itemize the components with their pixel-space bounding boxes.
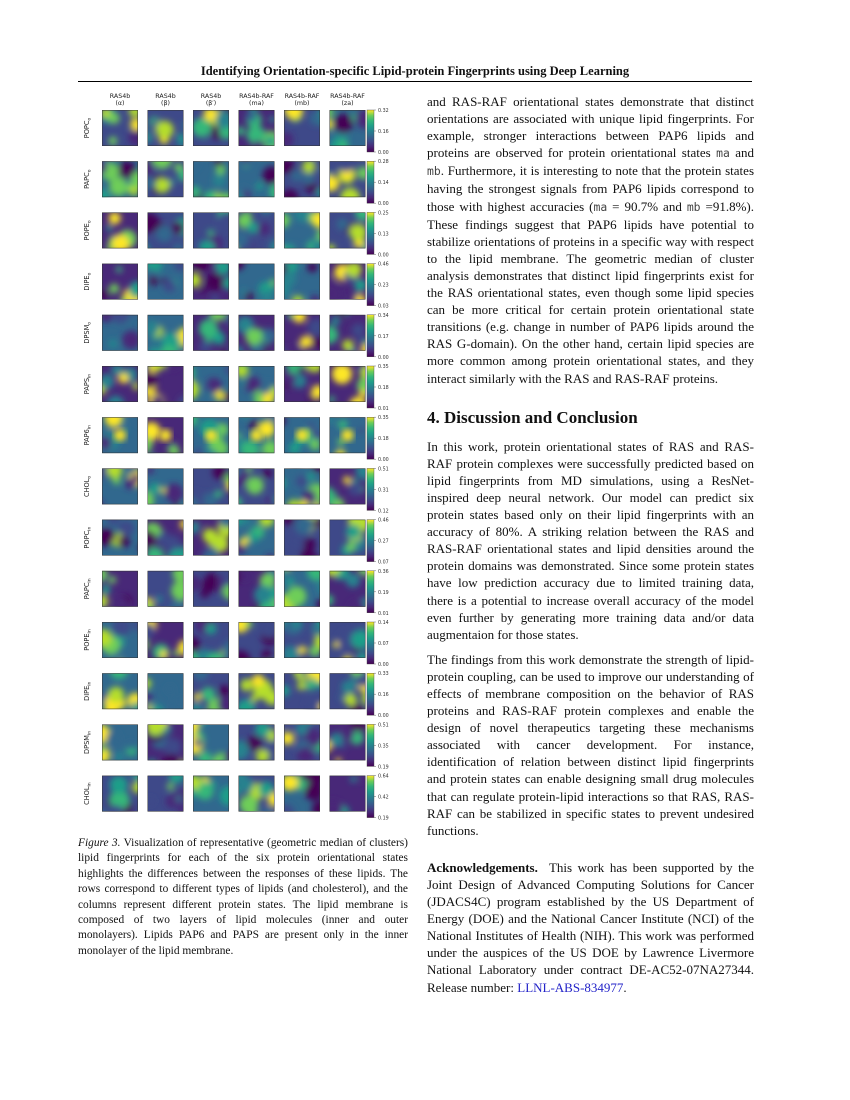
heatmap-row-pap6-in: [83, 409, 389, 464]
row-label: $PAP6_{in}$: [83, 424, 93, 446]
heatmap-cell: [192, 105, 235, 153]
row-label: $CHOL_{in}$: [83, 782, 93, 805]
heatmap-cell: [92, 513, 145, 556]
heatmap-cell: [98, 410, 147, 454]
colorbar-tick-label: 0.00: [378, 458, 389, 464]
heatmap-cell: [144, 315, 195, 363]
colorbar-tick-label: 0.00: [378, 663, 389, 668]
colorbar-tick-label: 0.19: [378, 765, 389, 771]
row-label: $PAPS_{in}$: [83, 373, 93, 395]
row-label: $POPC_{in}$: [83, 526, 93, 549]
heatmap-cell: [142, 110, 188, 147]
colorbar-tick-label: 0.00: [378, 202, 389, 208]
row-label: $POPE_o$: [83, 220, 93, 241]
heatmap-cell: [137, 149, 191, 197]
colorbar-tick-label: 0.00: [378, 253, 389, 259]
colorbar-tick-label: 0.12: [378, 509, 389, 515]
heatmap-cell: [98, 766, 147, 821]
colorbar-tick-label: 0.00: [378, 151, 389, 156]
column-sublabel-0: (α): [115, 100, 125, 107]
heatmap-cell: [326, 206, 374, 254]
row-label: $PAPC_o$: [83, 169, 93, 189]
colorbar-tick-label: 0.19: [378, 816, 389, 822]
section-heading: 4. Discussion and Conclusion: [427, 407, 638, 427]
column-label-2: RAS4b: [200, 93, 222, 100]
colorbar-tick-label: 0.31: [378, 488, 389, 494]
heatmap-cell: [320, 304, 373, 357]
colorbar-tick-label: 0.18: [378, 437, 389, 443]
colorbar-tick-label: 0.32: [378, 109, 389, 114]
heatmap-cell: [189, 665, 236, 717]
heatmap-cell: [147, 768, 195, 815]
heatmap-cell: [97, 304, 141, 351]
colorbar-tick-label: 0.16: [378, 693, 389, 699]
column-sublabel-4: (mb): [294, 100, 310, 107]
heatmap-cell: [227, 508, 275, 564]
heatmap-cell: [146, 714, 186, 771]
colorbar: [367, 108, 389, 156]
colorbar-tick-label: 0.14: [378, 621, 389, 626]
heatmap-grid: [83, 101, 389, 822]
colorbar-tick-label: 0.34: [378, 313, 389, 319]
heatmap-cell: [235, 361, 280, 408]
heatmap-cell: [275, 459, 326, 514]
row-label: $DIPE_o$: [83, 272, 93, 291]
colorbar: [367, 466, 389, 514]
heatmap-cell: [277, 715, 327, 764]
colorbar-tick-label: 0.64: [378, 774, 389, 780]
colorbar-tick-label: 0.35: [378, 744, 389, 750]
heatmap-cell: [185, 571, 239, 607]
heatmap-cell: [193, 306, 239, 360]
column-label-3: RAS4b-RAF: [239, 93, 274, 100]
column-sublabel-1: (β): [161, 100, 170, 107]
heatmap-cell: [327, 414, 370, 460]
colorbar-tick-label: 0.46: [378, 262, 389, 268]
colorbar: [367, 569, 389, 617]
colorbar-tick-label: 0.27: [378, 539, 389, 545]
heatmap-cell: [94, 158, 150, 206]
heatmap-cell: [138, 417, 184, 461]
heatmap-cell: [330, 512, 372, 556]
heatmap-cell: [179, 152, 233, 209]
heatmap-row-pope-o: [83, 204, 389, 260]
colorbar-tick-label: 0.35: [378, 365, 389, 370]
colorbar-tick-label: 0.42: [378, 795, 389, 801]
heatmap-cell: [230, 769, 282, 821]
heatmap-cell: [320, 105, 374, 156]
colorbar-tick-label: 0.03: [378, 304, 389, 310]
colorbar-tick-label: 0.17: [378, 334, 389, 340]
heatmap-cell: [134, 466, 189, 510]
heatmap-cell: [230, 722, 287, 768]
column-label-4: RAS4b-RAF: [284, 93, 320, 100]
heatmap-cell: [187, 252, 237, 303]
heatmap-cell: [181, 715, 241, 773]
heatmap-row-paps-in: [83, 355, 389, 413]
colorbar: [367, 620, 389, 668]
heatmap-cell: [275, 309, 326, 357]
row-label: $PAPC_{in}$: [83, 578, 93, 600]
colorbar-tick-label: 0.19: [378, 590, 389, 596]
paragraph-conclusion-2: The findings from this work demonstrate the strength of lipid-protein coupling, can be used to improve our understanding of effects of membrane composition on the behavior of RAS proteins and RAS-RAF protein complexes and enable the design of novel therapeutics targeting these mechanisms associated with cancer development. For instance, identification of relation between distinct lipid fingerprints and protein states can enable designing small drug molecules that can regulate protein-lipid interactions so that RAS, RAS-RAF can be stabilized in specific states to prevent undesired functions.: [427, 651, 754, 838]
heatmap-row-popc-in: [83, 508, 389, 568]
heatmap-cell: [318, 154, 371, 207]
heatmap-cell: [225, 204, 286, 258]
colorbar-tick-label: 0.00: [378, 714, 389, 720]
heatmap-cell: [272, 260, 320, 307]
colorbar-tick-label: 0.36: [378, 569, 389, 575]
colorbar-tick-label: 0.35: [378, 416, 389, 422]
right-column: [427, 93, 754, 996]
heatmap-cell: [279, 662, 328, 717]
heatmap-cell: [276, 416, 328, 454]
heatmap-cell: [317, 461, 374, 512]
heatmap-row-popc-o: [83, 101, 389, 157]
heatmap-cell: [143, 256, 188, 300]
heatmap-cell: [92, 566, 138, 610]
heatmap-cell: [141, 673, 185, 719]
heatmap-cell: [232, 315, 280, 360]
paragraph-conclusion-1: In this work, protein orientational states of RAS and RAS-RAF protein complexes were successfully predicted based on lipid fingerprints from MD simulations, using a ResNet-inspired deep neural network. Our model can predict six protein states based only on their lipid fingerprints with an accuracy of 80%. A striking relation between the RAS and RAS-RAF orientational states and lipid densities around the protein domains was demonstrated. Since some protein states have low prediction accuracy due to limited training data, there is a potential to increase overall accuracy of the model even further by generating more training data and/or data augmentaion for those states.: [427, 438, 754, 642]
row-label: $POPE_{in}$: [83, 629, 93, 651]
heatmap-cell: [278, 355, 325, 403]
heatmap-cell: [320, 715, 367, 764]
colorbar-tick-label: 0.07: [378, 560, 389, 566]
heatmap-cell: [282, 512, 323, 563]
heatmap-cell: [99, 264, 146, 307]
paragraph-results: and RAS-RAF orientational states demonstrate that distinct orientations are associated with unique lipid fingerprints. For example, stronger interactions between PAP6 lipids and proteins are observed for protein orientational states ma and mb. Furthermore, it is interesting to note that the protein states having the strongest signals from PAP6 lipids correspond to those with highest accuracies (ma = 90.7% and mb =91.8%). These findings suggest that PAP6 lipids have potential to stabilize orientations of proteins in a specific way with respect to the lipid membrane. The geometric median of cluster analysis demonstrates that distinct lipid fingerprints exist for the RAS orientational states, even though some lipid species can be more critical for certain protein orientational state transitions (e.g. change in number of PAP6 lipids around the RAS G-domain). On the other hand, certain lipid species are more common among protein orientational states, and they interact similarly with the RAS and RAS-RAF proteins.: [427, 94, 755, 386]
colorbar: [367, 159, 389, 207]
running-header: Identifying Orientation-specific Lipid-protein Fingerprints using Deep Learning: [200, 64, 630, 78]
colorbar: [367, 210, 389, 258]
heatmap-cell: [182, 411, 229, 459]
colorbar: [367, 313, 389, 361]
colorbar-tick-label: 0.25: [378, 211, 389, 217]
colorbar-tick-label: 0.07: [378, 642, 389, 647]
heatmap-cell: [231, 157, 286, 204]
heatmap-cell: [227, 409, 279, 462]
heatmap-cell: [237, 673, 280, 718]
heatmap-cell: [94, 364, 140, 413]
heatmap-cell: [276, 207, 329, 259]
heatmap-row-dpsm-o: [83, 304, 389, 363]
heatmap-cell: [101, 661, 143, 718]
colorbar-tick-label: 0.16: [378, 130, 389, 135]
heatmap-cell: [180, 365, 235, 402]
heatmap-cell: [136, 566, 191, 619]
heatmap-cell: [184, 775, 239, 812]
heatmap-cell: [231, 614, 280, 671]
heatmap-cell: [228, 463, 281, 508]
colorbar-tick-label: 0.13: [378, 232, 389, 238]
heatmap-cell: [140, 616, 193, 660]
heatmap-row-pope-in: [83, 614, 389, 671]
heatmap-cell: [230, 256, 276, 303]
caption-text: Visualization of representative (geometric median of clusters) lipid fingerprints for each of the six protein orientational states highlights the differences between the responses of these lipids. The rows correspond to different types of lipids (and cholesterol), and the columns represent different protein states. The lipid membrane is composed of two layers of lipid molecules (inner and outer monolayers). Lipids PAP6 and PAPS are present only in the inner monolayer of the lipid membrane.: [78, 837, 408, 957]
heatmap-cell: [102, 212, 138, 252]
heatmap-cell: [193, 206, 236, 255]
acknowledgements: Acknowledgements. This work has been supported by the Joint Design of Advanced Computing Solutions for Cancer (JDACS4C) program established by the US Department of Energy (DOE) and the National Cancer Institute (NCI) of the National Institutes of Health (NIH). This work was performed under the auspices of the US DOE by Lawrence Livermore National Laboratory under contract DE-AC52-07NA27344. Release number: LLNL-ABS-834977.: [427, 859, 754, 995]
heatmap-cell: [100, 105, 150, 146]
colorbar-tick-label: 0.00: [378, 355, 389, 361]
colorbar: [367, 415, 389, 463]
heatmap-row-chol-o: [83, 459, 389, 514]
heatmap-cell: [278, 153, 326, 206]
colorbar-tick-label: 0.23: [378, 283, 389, 289]
colorbar: [367, 262, 389, 310]
row-label: $DPSM_{in}$: [83, 730, 93, 754]
heatmap-row-dipe-o: [83, 252, 389, 310]
lipid-fingerprint-figure: [78, 90, 398, 830]
heatmap-cell: [277, 764, 329, 822]
colorbar-tick-label: 0.18: [378, 386, 389, 391]
column-labels: [110, 93, 365, 107]
heatmap-cell: [184, 614, 241, 669]
heatmap-cell: [330, 615, 373, 666]
colorbar-tick-label: 0.01: [378, 407, 389, 412]
heatmap-cell: [138, 519, 193, 567]
heatmap-cell: [277, 101, 331, 148]
row-label: $DPSM_o$: [83, 321, 93, 344]
colorbar: [367, 774, 389, 822]
heatmap-cell: [138, 356, 194, 412]
header-rule: [78, 81, 752, 82]
heatmap-cell: [322, 769, 370, 820]
heatmap-cell: [182, 465, 240, 514]
colorbar: [367, 518, 389, 566]
row-label: $POPC_o$: [83, 117, 93, 139]
colorbar-tick-label: 0.51: [378, 723, 389, 729]
column-label-5: RAS4b-RAF: [330, 93, 365, 100]
heatmap-cell: [277, 615, 332, 663]
heatmap-cell: [275, 562, 331, 613]
colorbar: [367, 671, 389, 719]
colorbar: [367, 364, 389, 412]
colorbar-tick-label: 0.14: [378, 181, 389, 187]
colorbar-tick-label: 0.33: [378, 672, 389, 678]
heatmap-row-papc-in: [83, 559, 389, 619]
heatmap-row-papc-o: [83, 149, 389, 209]
column-sublabel-2: (β′): [205, 100, 217, 107]
column-label-0: RAS4b: [109, 93, 131, 100]
column-label-1: RAS4b: [155, 93, 176, 100]
colorbar-tick-label: 0.01: [378, 611, 389, 617]
row-label: $CHOL_o$: [83, 475, 93, 498]
colorbar-tick-label: 0.28: [378, 160, 389, 166]
column-sublabel-5: (za): [341, 100, 354, 107]
heatmap-cell: [91, 724, 138, 763]
heatmap-cell: [92, 462, 145, 510]
heatmap-row-dpsm-in: [83, 714, 389, 772]
heatmap-cell: [322, 262, 367, 305]
heatmap-cell: [236, 101, 281, 157]
heatmap-cell: [188, 510, 236, 567]
caption-label: Figure 3.: [78, 837, 121, 849]
colorbar: [367, 722, 389, 770]
column-sublabel-3: (ma): [249, 100, 264, 107]
figure-caption: [78, 836, 408, 959]
colorbar-tick-label: 0.51: [378, 467, 389, 473]
heatmap-row-dipe-in: [83, 661, 389, 719]
heatmap-row-chol-in: [83, 764, 389, 822]
row-label: $DIPE_{in}$: [83, 681, 93, 701]
heatmap-cell: [139, 212, 191, 254]
heatmap-cell: [228, 567, 287, 619]
colorbar-tick-label: 0.46: [378, 518, 389, 524]
heatmap-cell: [94, 617, 148, 665]
release-number-link[interactable]: LLNL-ABS-834977: [517, 979, 624, 995]
